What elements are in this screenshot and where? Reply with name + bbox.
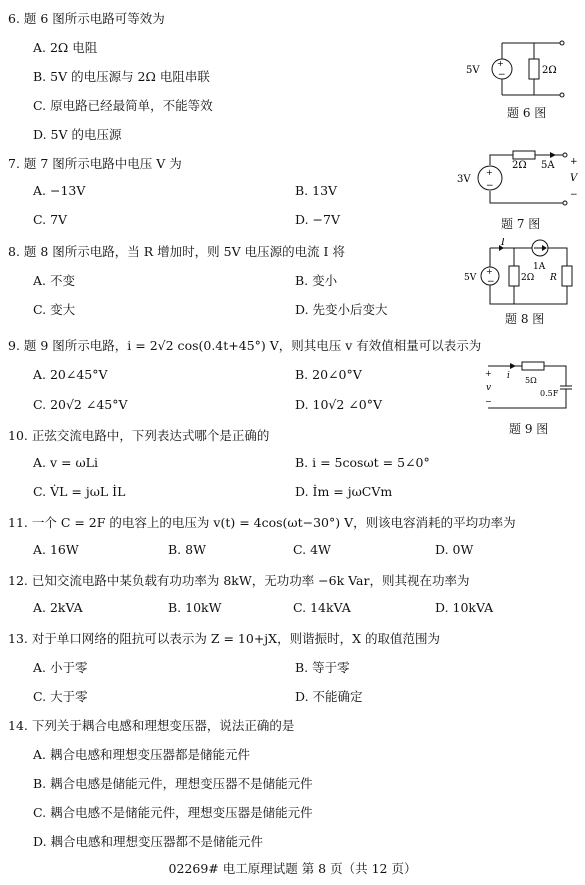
fig7-circuit <box>455 147 580 213</box>
fig7-r-label: 2Ω <box>512 160 527 171</box>
q10-option-d: D. İm = jωCVm <box>295 484 393 499</box>
q8-option-a: A. 不变 <box>33 273 75 288</box>
resistor-icon <box>509 266 519 286</box>
svg-text:−: − <box>486 181 494 191</box>
fig8-rr: R <box>550 273 557 283</box>
q12-option-a: A. 2kVA <box>33 600 83 615</box>
question-9-stem: 9. 题 9 图所示电路，i = 2√2 cos(0.4t+45°) V，则其电压 v 有效值相量可以表示为 <box>8 338 482 353</box>
q10-option-a: A. v = ωLi <box>33 455 98 470</box>
fig7-v-label: 3V <box>457 174 471 185</box>
q13-option-c: C. 大于零 <box>33 689 88 704</box>
fig7-plus: + <box>570 157 578 167</box>
fig8-caption: 题 8 图 <box>505 312 545 326</box>
fig7-minus: − <box>570 190 578 200</box>
q11-option-b: B. 8W <box>168 542 206 557</box>
q9-option-b: B. 20∠0°V <box>295 367 362 382</box>
fig8-r-label: 2Ω <box>521 273 535 283</box>
question-14-stem: 14. 下列关于耦合电感和理想变压器，说法正确的是 <box>8 718 295 733</box>
question-7-stem: 7. 题 7 图所示电路中电压 V 为 <box>8 156 182 171</box>
fig9-plus: + <box>485 369 492 378</box>
fig8-i-label: 1A <box>533 262 546 272</box>
q10-option-c: C. V̇L = jωL İL <box>33 484 126 499</box>
fig8-v-label: 5V <box>464 273 477 283</box>
q14-option-c: C. 耦合电感不是储能元件，理想变压器是储能元件 <box>33 805 313 820</box>
q14-option-d: D. 耦合电感和理想变压器都不是储能元件 <box>33 834 264 849</box>
variable-resistor-icon <box>562 266 572 286</box>
q7-option-c: C. 7V <box>33 212 68 227</box>
fig6-caption: 题 6 图 <box>507 106 547 120</box>
q6-option-d: D. 5V 的电压源 <box>33 127 122 142</box>
q11-option-a: A. 16W <box>33 542 79 557</box>
q6-option-a: A. 2Ω 电阻 <box>33 40 98 55</box>
fig6-r-label: 2Ω <box>542 65 557 76</box>
fig6-v-label: 5V <box>466 65 480 76</box>
q10-option-b: B. i = 5cosωt = 5∠0° <box>295 455 430 470</box>
fig7-i-label: 5A <box>541 160 555 171</box>
q6-option-c: C. 原电路已经最简单，不能等效 <box>33 98 213 113</box>
q7-option-b: B. 13V <box>295 183 338 198</box>
q8-option-d: D. 先变小后变大 <box>295 302 388 317</box>
q8-option-b: B. 变小 <box>295 273 338 288</box>
question-10-stem: 10. 正弦交流电路中，下列表达式哪个是正确的 <box>8 428 270 443</box>
fig6-circuit <box>462 38 577 100</box>
q13-option-b: B. 等于零 <box>295 660 350 675</box>
q7-option-d: D. −7V <box>295 212 340 227</box>
fig9-out: v <box>486 383 492 393</box>
svg-text:+: + <box>486 168 493 177</box>
page-footer: 02269# 电工原理试题 第 8 页（共 12 页） <box>168 861 417 876</box>
q12-option-d: D. 10kVA <box>435 600 494 615</box>
resistor-icon <box>529 59 539 79</box>
q9-option-d: D. 10√2 ∠0°V <box>295 397 383 412</box>
fig9-cur: i <box>507 371 510 381</box>
q8-option-c: C. 变大 <box>33 302 76 317</box>
fig9-cap-label: 0.5F <box>540 389 559 398</box>
q14-option-b: B. 耦合电感是储能元件，理想变压器不是储能元件 <box>33 776 313 791</box>
q11-option-c: C. 4W <box>293 542 331 557</box>
fig9-caption: 题 9 图 <box>509 422 549 436</box>
question-13-stem: 13. 对于单口网络的阻抗可以表示为 Z = 10+jX，则谐振时，X 的取值范围为 <box>8 631 440 646</box>
fig8-cur: I <box>501 238 505 248</box>
fig9-minus: − <box>485 397 492 406</box>
svg-text:+: + <box>497 59 504 68</box>
q9-option-a: A. 20∠45°V <box>33 367 108 382</box>
q13-option-d: D. 不能确定 <box>295 689 363 704</box>
q9-option-c: C. 20√2 ∠45°V <box>33 397 128 412</box>
q13-option-a: A. 小于零 <box>33 660 88 675</box>
question-11-stem: 11. 一个 C = 2F 的电容上的电压为 v(t) = 4cos(ωt−30°) V，则该电容消耗的平均功率为 <box>8 515 516 530</box>
current-arrow-icon <box>550 152 556 158</box>
fig9-circuit <box>480 358 580 416</box>
svg-text:+: + <box>486 267 493 276</box>
question-12-stem: 12. 已知交流电路中某负载有功功率为 8kW，无功功率 −6k Var，则其视在功率为 <box>8 573 470 588</box>
question-6-stem: 6. 题 6 图所示电路可等效为 <box>8 11 165 26</box>
q7-option-a: A. −13V <box>33 183 86 198</box>
fig7-out: V <box>570 173 578 184</box>
fig8-circuit <box>462 238 577 310</box>
q6-option-b: B. 5V 的电压源与 2Ω 电阻串联 <box>33 69 210 84</box>
q11-option-d: D. 0W <box>435 542 474 557</box>
current-arrow-icon <box>510 363 516 369</box>
question-8-stem: 8. 题 8 图所示电路，当 R 增加时，则 5V 电压源的电流 I 将 <box>8 244 345 259</box>
q14-option-a: A. 耦合电感和理想变压器都是储能元件 <box>33 747 250 762</box>
fig9-r-label: 5Ω <box>525 376 537 385</box>
resistor-icon <box>513 151 535 159</box>
svg-text:−: − <box>487 277 495 287</box>
fig7-caption: 题 7 图 <box>501 217 541 231</box>
q12-option-c: C. 14kVA <box>293 600 351 615</box>
svg-text:−: − <box>498 70 506 80</box>
resistor-icon <box>522 362 544 370</box>
q12-option-b: B. 10kW <box>168 600 222 615</box>
